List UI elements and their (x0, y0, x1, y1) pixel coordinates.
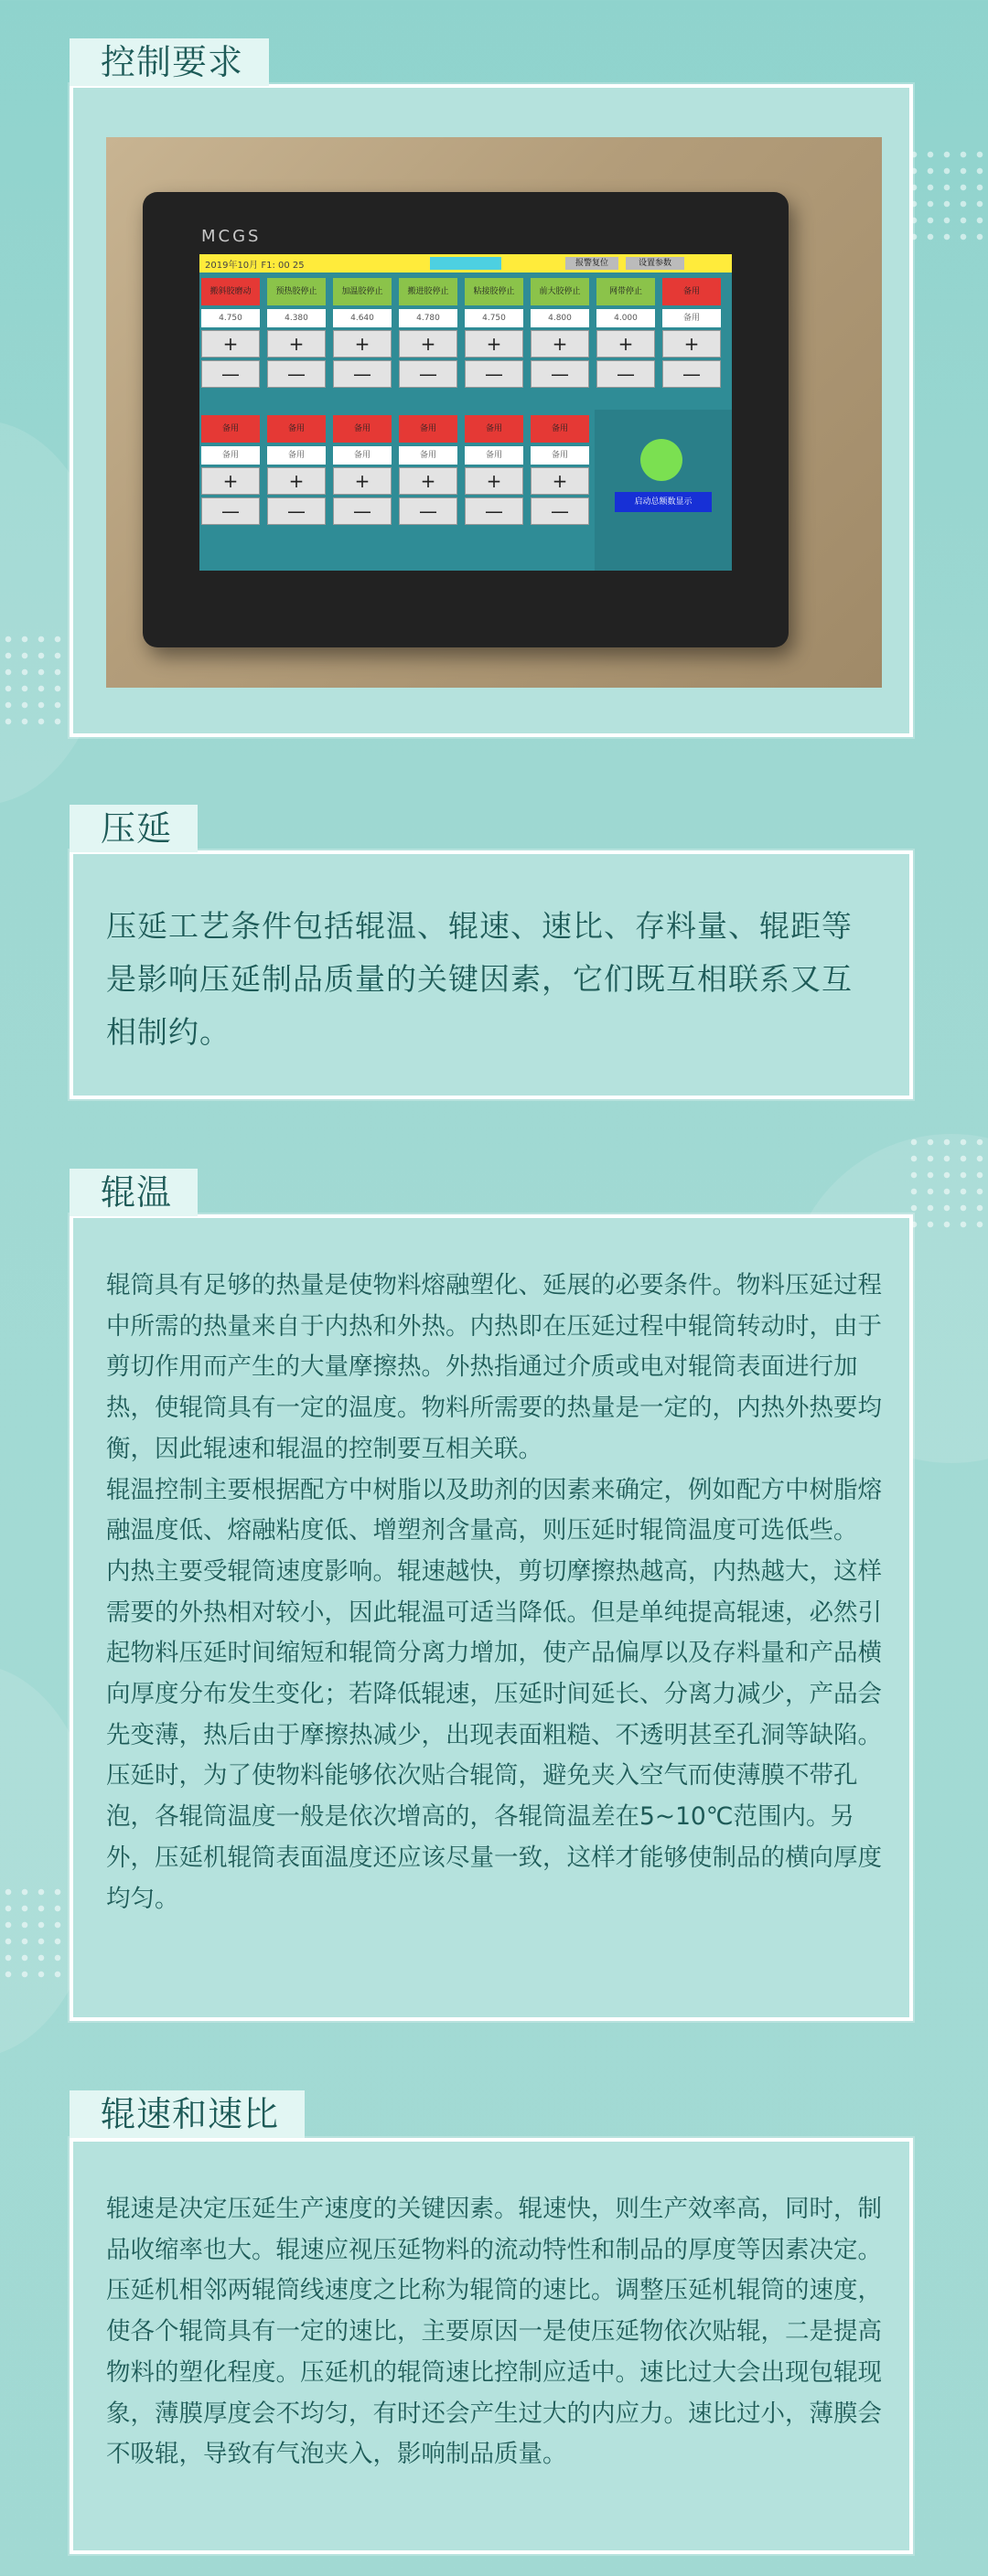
hmi-column-button[interactable]: 备用 (201, 415, 260, 443)
control-section (70, 84, 913, 737)
hmi-value-display: 4.750 (465, 309, 523, 327)
hmi-column-button[interactable]: 加温胶停止 (333, 278, 392, 305)
hmi-plus-button[interactable]: + (399, 330, 457, 358)
hmi-control-column (465, 415, 523, 525)
calendering-text: 压延工艺条件包括辊温、辊速、速比、存料量、辊距等是影响压延制品质量的关键因素，它们既互相联系又互相制约。 (106, 908, 853, 1050)
hmi-status-panel (595, 410, 732, 571)
hmi-column-button[interactable]: 备用 (399, 415, 457, 443)
hmi-plus-button[interactable]: + (531, 467, 589, 495)
hmi-control-column (531, 415, 589, 525)
hmi-minus-button[interactable]: — (531, 497, 589, 525)
hmi-settings-button[interactable]: 设置参数 (626, 257, 684, 270)
hmi-plus-button[interactable]: + (465, 467, 523, 495)
hmi-status-field (430, 257, 501, 270)
hmi-plus-button[interactable]: + (333, 330, 392, 358)
hmi-minus-button[interactable]: — (465, 360, 523, 388)
hmi-control-column (267, 278, 326, 388)
section-title: 控制要求 (70, 38, 269, 86)
hmi-minus-button[interactable]: — (531, 360, 589, 388)
hmi-column-button[interactable]: 备用 (465, 415, 523, 443)
hmi-value-display: 备用 (662, 309, 721, 327)
hmi-column-button[interactable]: 备用 (662, 278, 721, 305)
hmi-plus-button[interactable]: + (465, 330, 523, 358)
section-title: 压延 (70, 805, 198, 852)
roll-temp-paragraph: 内热主要受辊筒速度影响。辊速越快，剪切摩擦热越高，内热越大，这样需要的外热相对较小，因此辊温可适当降低。但是单纯提高辊速，必然引起物料压延时间缩短和辊筒分离力增加，使产品偏厚以及存料量和产品横向厚度分布发生变化；若降低辊速，压延时间延长、分离力减少，产品会先变薄，热后由于摩擦热减少，出现表面粗糙、不透明甚至孔洞等缺陷。 (106, 1556, 882, 1749)
hmi-date: 2019年10月 F1: 00 25 (205, 261, 305, 271)
hmi-minus-button[interactable]: — (465, 497, 523, 525)
hmi-control-column (267, 415, 326, 525)
hmi-screen (199, 254, 732, 571)
hmi-value-display: 备用 (333, 446, 392, 465)
hmi-minus-button[interactable]: — (596, 360, 655, 388)
hmi-minus-button[interactable]: — (201, 360, 260, 388)
roll-speed-section (70, 2138, 913, 2554)
hmi-value-display: 备用 (201, 446, 260, 465)
hmi-value-display: 备用 (399, 446, 457, 465)
hmi-plus-button[interactable]: + (267, 330, 326, 358)
hmi-plus-button[interactable]: + (201, 467, 260, 495)
calendering-section (70, 850, 913, 1099)
hmi-plus-button[interactable]: + (267, 467, 326, 495)
hmi-control-column (399, 278, 457, 388)
hmi-control-column (531, 278, 589, 388)
hmi-control-column (596, 278, 655, 388)
hmi-control-column (333, 278, 392, 388)
hmi-column-button[interactable]: 搬斜胶磨动 (201, 278, 260, 305)
hmi-minus-button[interactable]: — (399, 360, 457, 388)
hmi-column-button[interactable]: 搬进胶停止 (399, 278, 457, 305)
roll-temp-paragraph: 辊筒具有足够的热量是使物料熔融塑化、延展的必要条件。物料压延过程中所需的热量来自于内热和外热。内热即在压延过程中辊筒转动时，由于剪切作用而产生的大量摩擦热。外热指通过介质或电对辊筒表面进行加热，使辊筒具有一定的温度。物料所需要的热量是一定的，内热外热要均衡，因此辊速和辊温的控制要互相关联。 (106, 1271, 882, 1463)
hmi-minus-button[interactable]: — (267, 497, 326, 525)
hmi-column-button[interactable]: 备用 (333, 415, 392, 443)
hmi-status-bar (199, 254, 732, 273)
hmi-minus-button[interactable]: — (399, 497, 457, 525)
hmi-column-button[interactable]: 预热胶停止 (267, 278, 326, 305)
dot-pattern (0, 1884, 73, 1984)
roll-temp-section (70, 1214, 913, 2021)
roll-temp-paragraph: 压延时，为了使物料能够依次贴合辊筒，避免夹入空气而使薄膜不带孔泡，各辊筒温度一般是依次增高的，各辊筒温差在5~10℃范围内。另外，压延机辊筒表面温度还应该尽量一致，这样才能够使制品的横向厚度均匀。 (106, 1761, 882, 1913)
dot-pattern (906, 1134, 988, 1235)
hmi-minus-button[interactable]: — (662, 360, 721, 388)
hmi-value-display: 备用 (465, 446, 523, 465)
hmi-minus-button[interactable]: — (333, 497, 392, 525)
hmi-value-display: 4.780 (399, 309, 457, 327)
dot-pattern (906, 146, 988, 247)
hmi-column-button[interactable]: 前大胶停止 (531, 278, 589, 305)
hmi-control-column (201, 415, 260, 525)
hmi-minus-button[interactable]: — (333, 360, 392, 388)
hmi-device (143, 192, 789, 647)
hmi-column-button[interactable]: 网带停止 (596, 278, 655, 305)
hmi-run-indicator (640, 439, 682, 481)
hmi-value-display: 4.800 (531, 309, 589, 327)
hmi-plus-button[interactable]: + (333, 467, 392, 495)
hmi-value-display: 4.640 (333, 309, 392, 327)
hmi-plus-button[interactable]: + (531, 330, 589, 358)
hmi-plus-button[interactable]: + (201, 330, 260, 358)
section-title: 辊速和速比 (70, 2090, 305, 2138)
hmi-column-button[interactable]: 备用 (267, 415, 326, 443)
section-title: 辊温 (70, 1169, 198, 1216)
hmi-value-display: 备用 (531, 446, 589, 465)
hmi-plus-button[interactable]: + (596, 330, 655, 358)
hmi-control-column (333, 415, 392, 525)
hmi-control-column (399, 415, 457, 525)
hmi-brand-logo: MCGS (201, 227, 262, 246)
hmi-control-column (662, 278, 721, 388)
hmi-value-display: 备用 (267, 446, 326, 465)
hmi-value-display: 4.000 (596, 309, 655, 327)
hmi-plus-button[interactable]: + (662, 330, 721, 358)
roll-temp-paragraph: 辊温控制主要根据配方中树脂以及助剂的因素来确定，例如配方中树脂熔融温度低、熔融粘度低、增塑剂含量高，则压延时辊筒温度可选低些。 (106, 1475, 882, 1545)
hmi-control-column (465, 278, 523, 388)
hmi-photo (106, 137, 882, 688)
hmi-control-column (201, 278, 260, 388)
hmi-value-display: 4.380 (267, 309, 326, 327)
roll-speed-text: 辊速是决定压延生产速度的关键因素。辊速快，则生产效率高，同时，制品收缩率也大。辊速应视压延物料的流动特性和制品的厚度等因素决定。压延机相邻两辊筒线速度之比称为辊筒的速比。调整压延机辊筒的速度，使各个辊筒具有一定的速比，主要原因一是使压延物依次贴辊，二是提高物料的塑化程度。压延机的辊筒速比控制应适中。速比过大会出现包辊现象，薄膜厚度会不均匀，有时还会产生过大的内应力。速比过小，薄膜会不吸辊，导致有气泡夹入，影响制品质量。 (106, 2195, 882, 2469)
hmi-plus-button[interactable]: + (399, 467, 457, 495)
hmi-value-display: 4.750 (201, 309, 260, 327)
hmi-column-button[interactable]: 备用 (531, 415, 589, 443)
hmi-column-button[interactable]: 粘接胶停止 (465, 278, 523, 305)
dot-pattern (0, 631, 73, 732)
hmi-minus-button[interactable]: — (201, 497, 260, 525)
hmi-display-button[interactable]: 启动总额数显示 (615, 492, 712, 512)
hmi-alarm-reset-button[interactable]: 报警复位 (565, 257, 618, 270)
hmi-minus-button[interactable]: — (267, 360, 326, 388)
